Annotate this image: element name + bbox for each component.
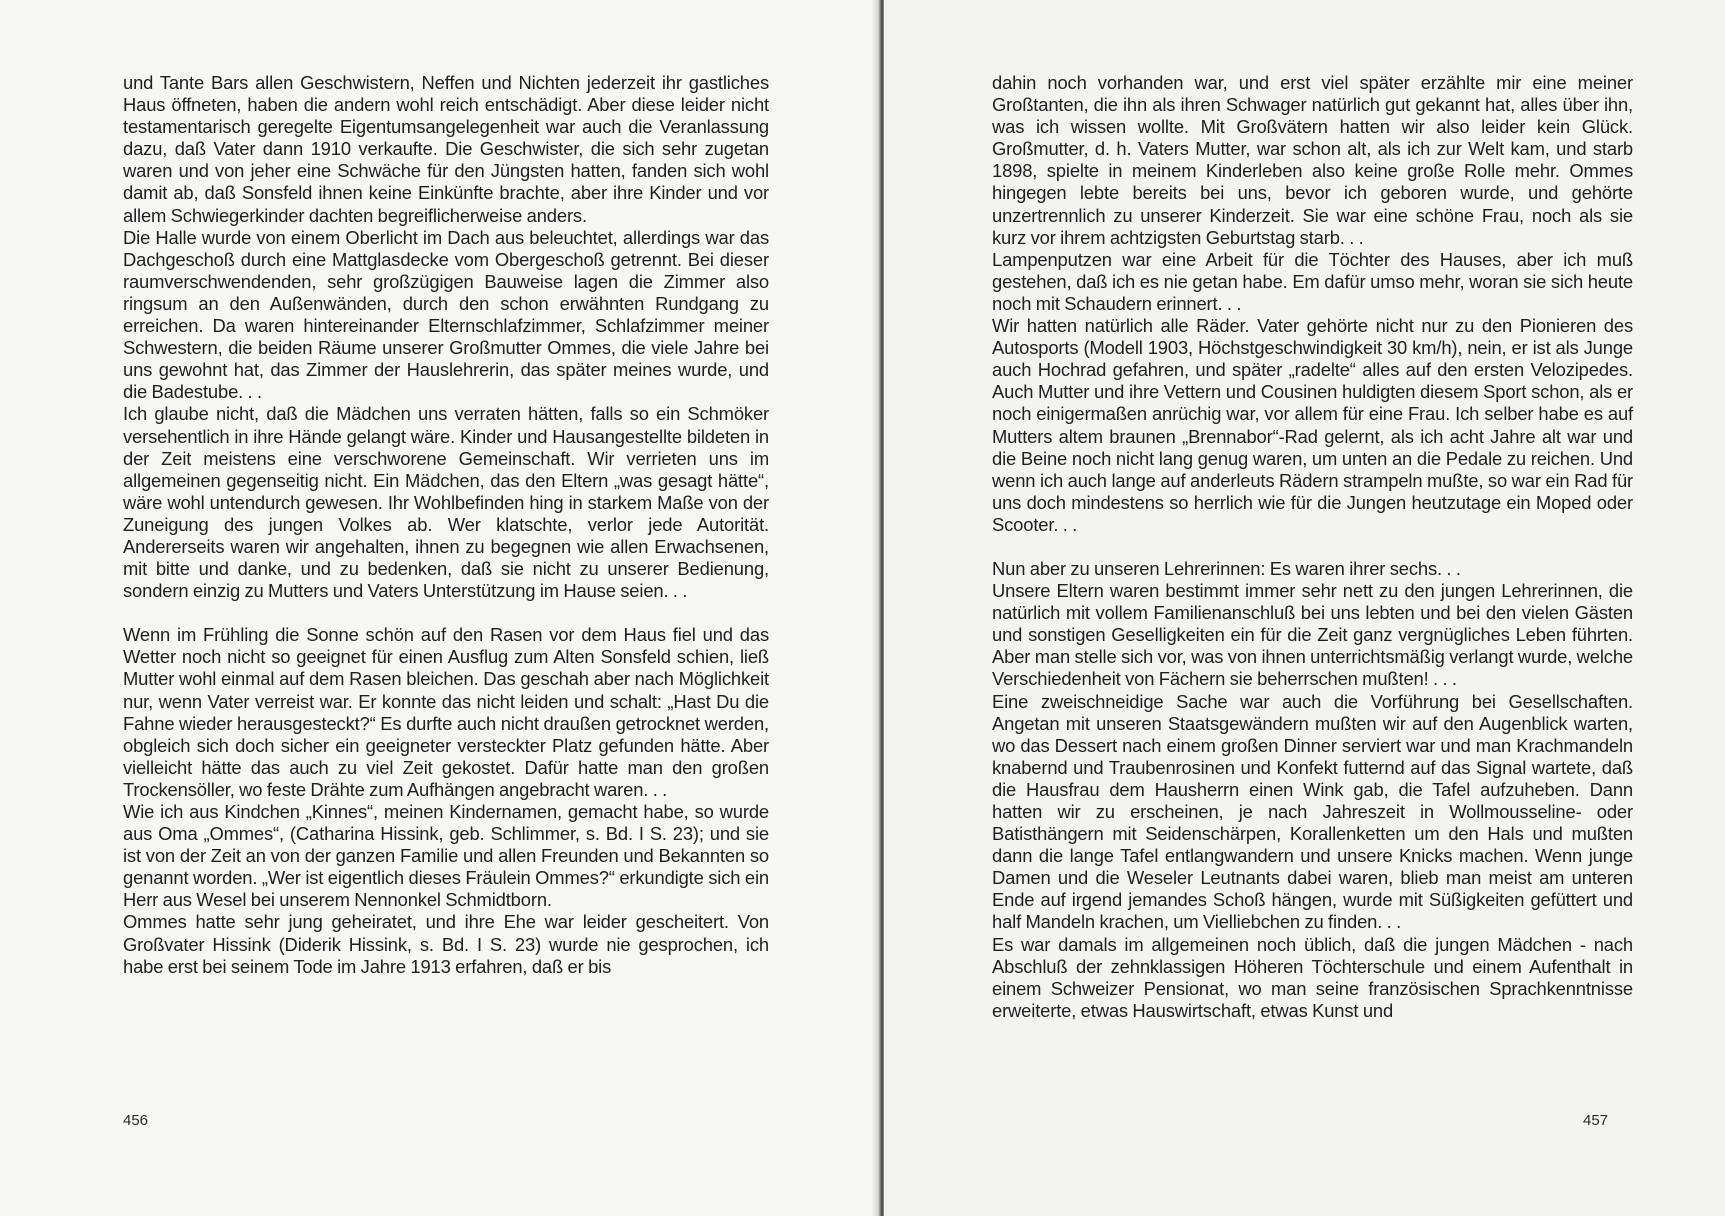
paragraph: Ommes hatte sehr jung geheiratet, und ihre Ehe war leider gescheitert. Von Großvater Hissink (Diderik Hissink, s. Bd. I S. 23) wurde nie gesprochen, ich habe erst bei seinem Tode im Jahre 1913 erfahren, daß er bis [123, 911, 769, 977]
paragraph: Eine zweischneidige Sache war auch die Vorführung bei Gesellschaften. Angetan mit unseren Staatsgewändern mußten wir auf den Augenblick warten, wo das Dessert nach einem großen Dinner serviert war und man Krachmandeln knabernd und Traubenrosinen und Konfekt futternd auf das Signal wartete, daß die Hausfrau dem Hausherrn einen Wink gab, die Tafel aufzuheben. Dann hatten wir zu erscheinen, je nach Jahreszeit in Wollmousseline- oder Batisthängern mit Seidenschärpen, Korallenketten um den Hals und mußten dann die lange Tafel entlangwandern und unsere Knicks machen. Wenn junge Damen und die Weseler Leutnants dabei waren, blieb man meist am unteren Ende auf irgend jemandes Schoß hängen, wurde mit Süßigkeiten gefüttert und half Mandeln krachen, um Vielliebchen zu finden. . . [992, 690, 1633, 933]
right-page [884, 0, 1725, 1216]
paragraph: Wie ich aus Kindchen „Kinnes“, meinen Kindernamen, gemacht habe, so wurde aus Oma „Ommes“, (Catharina Hissink, geb. Schlimmer, s. Bd. I S. 23); und sie ist von der Zeit an von der ganzen Familie und allen Freunden und Bekannten so genannt worden. „Wer ist eigentlich dieses Fräulein Ommes?“ erkundigte sich ein Herr aus Wesel bei unserem Nennonkel Schmidtborn. [123, 801, 769, 911]
paragraph: Lampenputzen war eine Arbeit für die Töchter des Hauses, aber ich muß gestehen, daß ich es nie getan habe. Em dafür umso mehr, woran sie sich heute noch mit Schaudern erinnert. . . [992, 248, 1633, 314]
page-number: 456 [123, 1112, 149, 1129]
paragraph: Ich glaube nicht, daß die Mädchen uns verraten hätten, falls so ein Schmöker versehentlich in ihre Hände gelangt wäre. Kinder und Hausangestellte bildeten in der Zeit meistens eine verschworene Gemeinschaft. Wir verrieten uns im allgemeinen gegenseitig nicht. Ein Mädchen, das den Eltern „was gesagt hätte“, wäre wohl untendurch gewesen. Ihr Wohlbefinden hing in starkem Maße von der Zuneigung des jungen Volkes ab. Wer klatschte, verlor jede Autorität. Andererseits waren wir angehalten, ihnen zu begegnen wie allen Erwachsenen, mit bitte und danke, und zu bedenken, daß sie nicht zu unserer Bedienung, sondern einzig zu Mutters und Vaters Unterstützung im Hause seien. . . [123, 403, 769, 602]
paragraph: dahin noch vorhanden war, und erst viel später erzählte mir eine meiner Großtanten, die ihn als ihren Schwager natürlich gut gekannt hat, alles über ihn, was ich wissen wollte. Mit Großvätern hatten wir also leider kein Glück. Großmutter, d. h. Vaters Mutter, war schon alt, als ich zur Welt kam, und starb 1898, spielte in meinem Kinderleben also keine große Rolle mehr. Ommes hingegen lebte bereits bei uns, bevor ich geboren wurde, und gehörte unzertrennlich zu unserer Kinderzeit. Sie war eine schöne Frau, noch als sie kurz vor ihrem achtzigsten Geburtstag starb. . . [992, 72, 1633, 248]
left-page-text [123, 72, 769, 978]
page-number: 457 [1583, 1112, 1609, 1129]
paragraph: Die Halle wurde von einem Oberlicht im Dach aus beleuchtet, allerdings war das Dachgeschoß durch eine Mattglasdecke vom Obergeschoß getrennt. Bei dieser raumverschwendenden, sehr großzügigen Bauweise lagen die Zimmer also ringsum an den Außenwänden, durch den schon erwähnten Rundgang zu erreichen. Da waren hintereinander Elternschlafzimmer, Schlafzimmer meiner Schwestern, die beiden Räume unserer Großmutter Ommes, die viele Jahre bei uns gewohnt hat, das Zimmer der Hauslehrerin, das später meines wurde, und die Badestube. . . [123, 226, 769, 403]
paragraph: Wenn im Frühling die Sonne schön auf den Rasen vor dem Haus fiel und das Wetter noch nicht so geeignet für einen Ausflug zum Alten Sonsfeld schien, ließ Mutter wohl einmal auf dem Rasen bleichen. Das geschah aber nach Möglichkeit nur, wenn Vater verreist war. Er konnte das nicht leiden und schalt: „Hast Du die Fahne wieder herausgesteckt?“ Es durfte auch nicht draußen getrocknet werden, obgleich sich doch sicher ein geeigneter versteckter Platz gefunden hätte. Aber vielleicht hätte das auch zu viel Zeit gekostet. Dafür hatte man den großen Trockensöller, wo feste Drähte zum Aufhängen angebracht waren. . . [123, 624, 769, 800]
paragraph: Nun aber zu unseren Lehrerinnen: Es waren ihrer sechs. . . [992, 557, 1461, 579]
paragraph: und Tante Bars allen Geschwistern, Neffen und Nichten jederzeit ihr gastliches Haus öffneten, haben die andern wohl reich entschädigt. Aber diese leider nicht testamentarisch geregelte Eigentumsangelegenheit war auch die Veranlassung dazu, daß Vater dann 1910 verkaufte. Die Geschwister, die sich sehr zugetan waren und von jeher eine Schwäche für den Jüngsten hatten, fanden sich wohl damit ab, daß Sonsfeld ihnen keine Einkünfte brachte, aber ihre Kinder und vor allem Schwiegerkinder dachten begreiflicherweise anders. [123, 72, 769, 226]
paragraph: Es war damals im allgemeinen noch üblich, daß die jungen Mädchen - nach Abschluß der zehnklassigen Höheren Töchterschule und einem Aufenthalt in einem Schweizer Pensionat, wo man seine französischen Sprachkenntnisse erweiterte, etwas Hauswirtschaft, etwas Kunst und [992, 933, 1633, 1021]
paragraph: Wir hatten natürlich alle Räder. Vater gehörte nicht nur zu den Pionieren des Autosports (Modell 1903, Höchstgeschwindigkeit 30 km/h), nein, er ist als Junge auch Hochrad gefahren, und später „radelte“ alles auf den ersten Velozipedes. Auch Mutter und ihre Vettern und Cousinen huldigten diesem Sport schon, als er noch einigermaßen anrüchig war, vor allem für eine Frau. Ich selber habe es auf Mutters altem braunen „Brennabor“-Rad gelernt, als ich acht Jahre alt war und die Beine noch nicht lang genug waren, um unten an die Pedale zu reichen. Und wenn ich auch lange auf anderleuts Rädern strampeln mußte, so war ein Rad für uns doch mindestens so herrlich wie für die Jungen heutzutage ein Moped oder Scooter. . . [992, 315, 1633, 535]
right-page-text [992, 72, 1633, 1022]
paragraph: Unsere Eltern waren bestimmt immer sehr nett zu den jungen Lehrerinnen, die natürlich mit vollem Familienanschluß bei uns lebten und bei den vielen Gästen und sonstigen Geselligkeiten ein für die Zeit ganz vergnügliches Leben führten. Aber man stelle sich vor, was von ihnen unterrichtsmäßig verlangt wurde, welche Verschiedenheit von Fächern sie beherrschen mußten! . . . [992, 580, 1633, 690]
